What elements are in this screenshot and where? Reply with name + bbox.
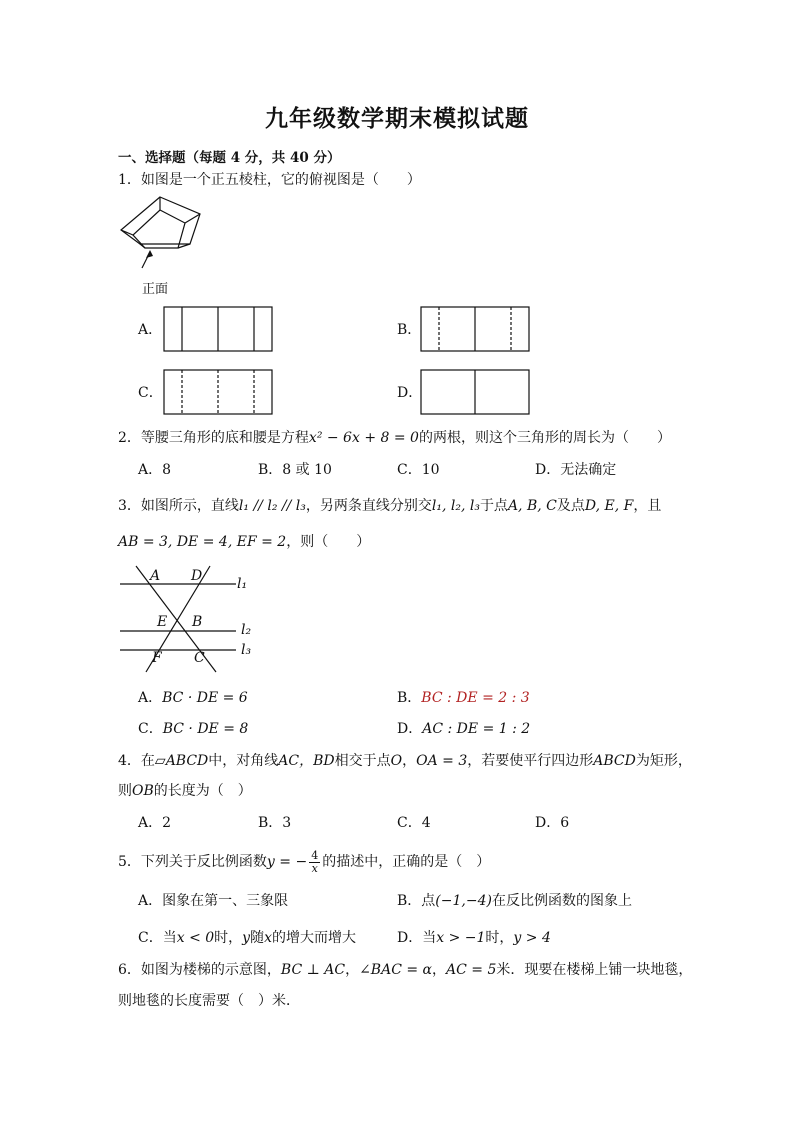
point-d-label: D: [191, 568, 203, 584]
q2-equation: x² − 6x + 8 = 0: [308, 430, 419, 446]
line-l3-label: l₃: [241, 642, 252, 658]
question-5-stem: 5．下列关于反比例函数y = − $\frac{4}{x}$ 的描述中，正确的是（ ）: [118, 848, 491, 875]
q1-option-c[interactable]: C．: [138, 385, 163, 401]
q5-option-c[interactable]: C．当x < 0时，y随x的增大而增大: [138, 930, 356, 946]
section-heading: 一、选择题（每题 4 分，共 40 分）: [118, 150, 341, 166]
point-f-label: F: [152, 650, 162, 666]
page-title: 九年级数学期末模拟试题: [265, 105, 529, 132]
q5-option-b[interactable]: B．点(−1,−4)在反比例函数的图象上: [397, 893, 632, 909]
q1-option-b-view: [420, 306, 530, 352]
q3-option-a[interactable]: A．BC · DE = 6: [138, 690, 248, 706]
point-e-label: E: [157, 614, 168, 630]
q2-option-c[interactable]: C．10: [397, 462, 440, 478]
q2-option-b[interactable]: B．8 或 10: [258, 462, 332, 478]
question-4-stem-line2: 则OB的长度为（ ）: [118, 783, 252, 799]
point-c-label: C: [194, 650, 205, 666]
line-l2-label: l₂: [241, 622, 252, 638]
q1-option-d[interactable]: D．: [397, 385, 423, 401]
q1-option-d-view: [420, 369, 530, 415]
question-3-stem-line1: 3．如图所示，直线l₁ // l₂ // l₃，另两条直线分别交l₁, l₂, l₃于点A, B, C及点D, E, F，且: [118, 498, 662, 514]
q4-option-d[interactable]: D．6: [535, 815, 570, 831]
question-6-stem-line2: 则地毯的长度需要（ ）米．: [118, 993, 300, 1009]
q5-option-a[interactable]: A．图象在第一、三象限: [138, 893, 289, 909]
q4-option-a[interactable]: A．2: [138, 815, 172, 831]
question-1-stem: 1．如图是一个正五棱柱，它的俯视图是（ ）: [118, 172, 421, 188]
q4-option-c[interactable]: C．4: [397, 815, 431, 831]
q2-option-d[interactable]: D．无法确定: [535, 462, 617, 478]
q1-option-b[interactable]: B．: [397, 322, 422, 338]
q3-option-b[interactable]: B．BC : DE = 2 : 3: [397, 690, 530, 706]
q1-option-a[interactable]: A．: [138, 322, 163, 338]
question-2-stem: 2．等腰三角形的底和腰是方程x² − 6x + 8 = 0的两根，则这个三角形的周长为（ ）: [118, 430, 671, 446]
q4-option-b[interactable]: B．3: [258, 815, 292, 831]
line-l1-label: l₁: [237, 576, 248, 592]
front-label: 正面: [142, 282, 169, 297]
q2-option-a[interactable]: A．8: [138, 462, 172, 478]
q5-option-d[interactable]: D．当x > −1时，y > 4: [397, 930, 551, 946]
q1-option-c-view: [163, 369, 273, 415]
q3-option-c[interactable]: C．BC · DE = 8: [138, 721, 249, 737]
q5-fraction: $\frac{4}{x}$: [311, 848, 319, 875]
q3-option-d[interactable]: D．AC : DE = 1 : 2: [397, 721, 531, 737]
question-3-stem-line2: AB = 3, DE = 4, EF = 2，则（ ）: [118, 534, 371, 550]
pentagonal-prism-figure: [112, 192, 212, 282]
question-4-stem-line1: 4．在▱ABCD中，对角线AC，BD相交于点O，OA = 3，若要使平行四边形ABCD为矩形，: [118, 753, 692, 769]
point-b-label: B: [192, 614, 203, 630]
q1-option-a-view: [163, 306, 273, 352]
question-6-stem-line1: 6．如图为楼梯的示意图，BC ⊥ AC，∠BAC = α，AC = 5米．现要在楼梯上铺一块地毯，: [118, 962, 693, 978]
point-a-label: A: [150, 568, 161, 584]
